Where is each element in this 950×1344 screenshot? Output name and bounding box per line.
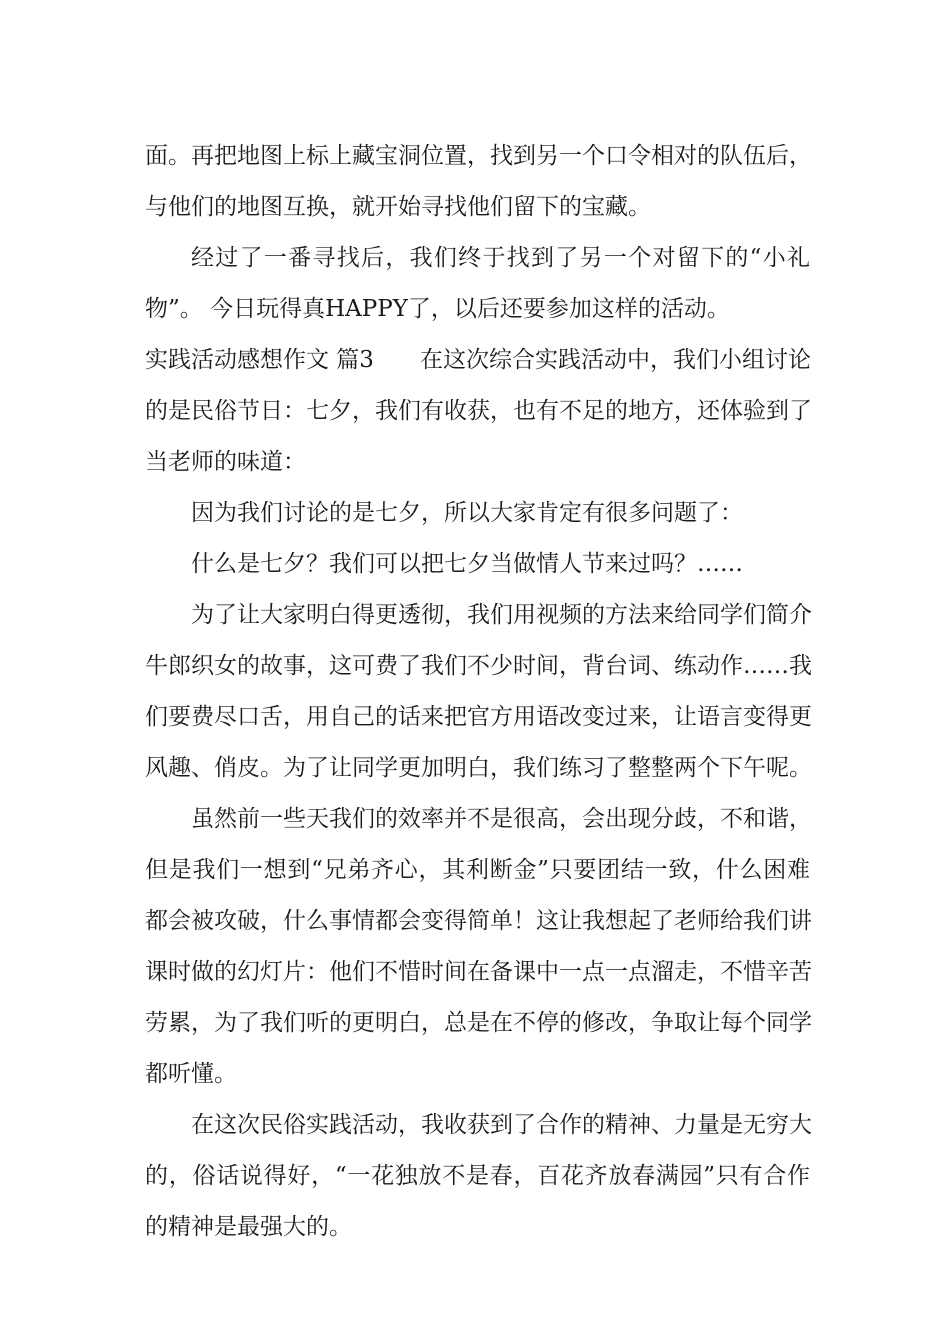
text-line: 经过了一番寻找后，我们终于找到了另一个对留下的“小礼 [191,245,810,271]
text-line: 的是民俗节日：七夕，我们有收获，也有不足的地方，还体验到了 [145,398,812,424]
text-line: 物”。 今日玩得真HAPPY了，以后还要参加这样的活动。 [145,296,730,322]
text-line: 因为我们讨论的是七夕，所以大家肯定有很多问题了： [191,500,743,526]
text-line: 们要费尽口舌，用自己的话来把官方用语改变过来，让语言变得更 [145,704,812,730]
document-body [145,131,810,1253]
text-line: 在这次综合实践活动中，我们小组讨论 [419,347,811,373]
text-line: 什么是七夕？我们可以把七夕当做情人节来过吗？…… [191,551,743,577]
text-line: 劳累，为了我们听的更明白，总是在不停的修改，争取让每个同学 [145,1010,812,1036]
text-line: 在这次民俗实践活动，我收获到了合作的精神、力量是无穷大 [191,1112,812,1138]
section-title: 实践活动感想作文 篇3 [145,347,374,373]
text-line: 虽然前一些天我们的效率并不是很高，会出现分歧，不和谐， [191,806,812,832]
text-line: 都会被攻破，什么事情都会变得简单！这让我想起了老师给我们讲 [145,908,812,934]
text-line: 与他们的地图互换，就开始寻找他们留下的宝藏。 [145,194,651,220]
text-line: 风趣、俏皮。为了让同学更加明白，我们练习了整整两个下午呢。 [145,755,812,781]
section-heading-line [145,335,810,386]
text-line: 课时做的幻灯片：他们不惜时间在备课中一点一点溜走，不惜辛苦 [145,959,812,985]
text-line: 为了让大家明白得更透彻，我们用视频的方法来给同学们简介 [191,602,812,628]
text-line: 但是我们一想到“兄弟齐心，其利断金”只要团结一致，什么困难 [145,857,810,883]
text-line: 的精神是最强大的。 [145,1214,352,1240]
text-line: 都听懂。 [145,1061,237,1087]
text-line: 牛郎织女的故事，这可费了我们不少时间，背台词、练动作……我 [145,653,812,679]
text-line: 面。再把地图上标上藏宝洞位置，找到另一个口令相对的队伍后， [145,143,812,169]
text-line: 的，俗话说得好，“一花独放不是春，百花齐放春满园”只有合作 [145,1163,810,1189]
text-line: 当老师的味道： [145,449,306,475]
